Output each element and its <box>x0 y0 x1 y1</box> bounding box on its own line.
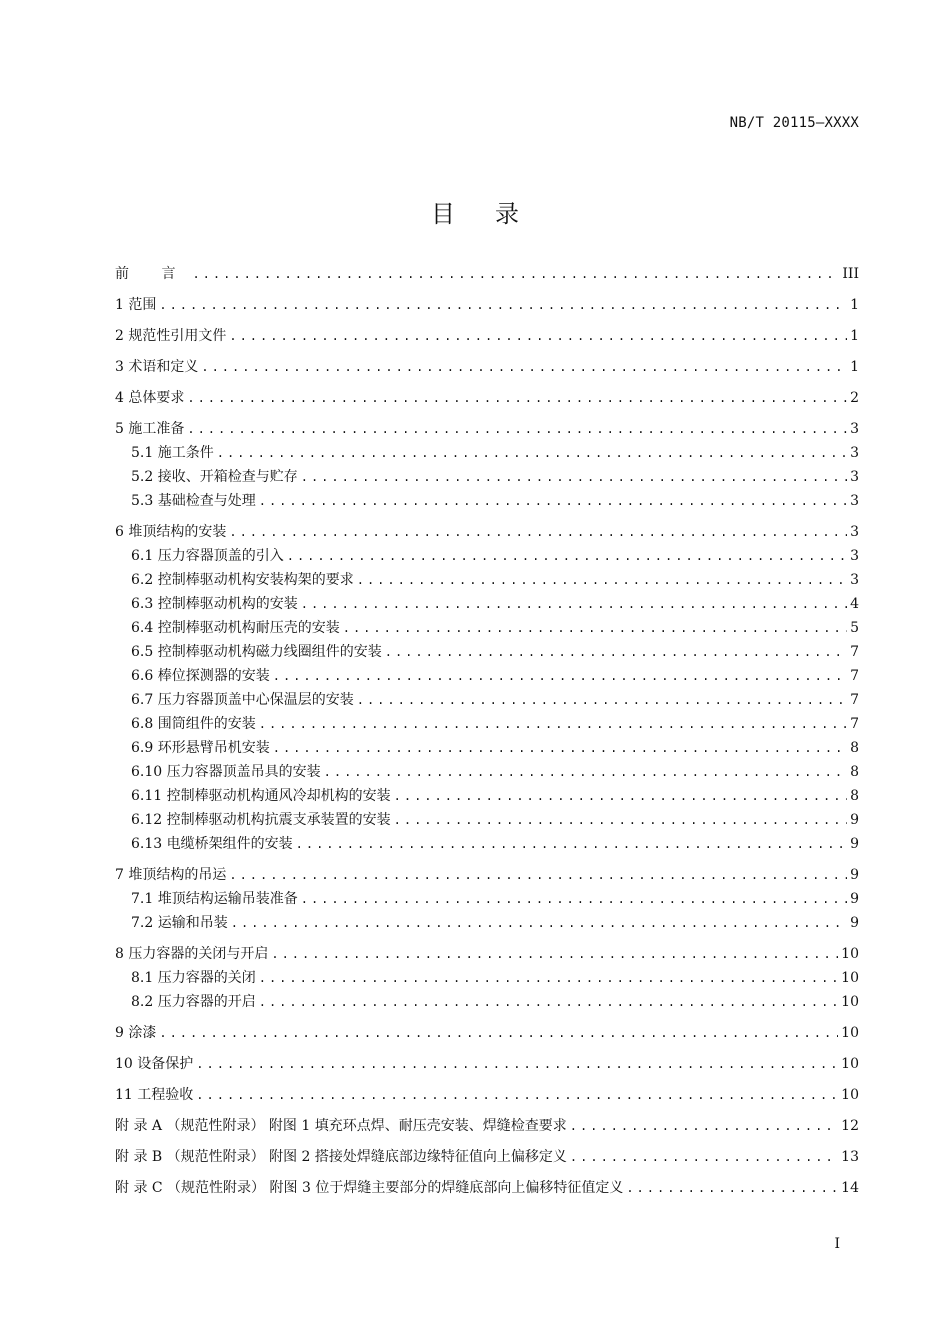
toc-entry-label: 6.13 电缆桥架组件的安装 <box>131 836 293 852</box>
toc-entry-page: 3 <box>850 469 859 485</box>
toc-entry[interactable] <box>115 489 859 513</box>
toc-entry[interactable] <box>115 664 859 688</box>
toc-leader-dots <box>301 887 847 911</box>
toc-entry-page: 12 <box>841 1118 859 1134</box>
toc-entry-label: 5.2 接收、开箱检查与贮存 <box>131 469 298 485</box>
toc-entry[interactable] <box>115 417 859 441</box>
toc-entry-label: 6.8 围筒组件的安装 <box>131 716 256 732</box>
toc-entry[interactable] <box>115 568 859 592</box>
toc-entry-page: 1 <box>850 297 859 313</box>
toc-entry-page: 9 <box>850 836 859 852</box>
toc-entry[interactable] <box>115 355 859 379</box>
toc-entry[interactable] <box>115 324 859 348</box>
toc-entry-label: 7.2 运输和吊装 <box>131 915 228 931</box>
toc-entry-label: 6.12 控制棒驱动机构抗震支承装置的安装 <box>131 812 391 828</box>
toc-entry[interactable] <box>115 1021 859 1045</box>
toc-entry[interactable] <box>115 293 859 317</box>
toc-entry[interactable] <box>115 592 859 616</box>
toc-entry[interactable] <box>115 1145 859 1169</box>
toc-entry-page: 3 <box>850 493 859 509</box>
toc-entry-page: 3 <box>850 524 859 540</box>
toc-leader-dots <box>287 544 847 568</box>
toc-entry-label: 7 堆顶结构的吊运 <box>115 867 227 883</box>
document-code: NB/T 20115—XXXX <box>729 115 859 131</box>
toc-leader-dots <box>273 736 847 760</box>
toc-entry[interactable] <box>115 520 859 544</box>
toc-entry-label: 6.3 控制棒驱动机构的安装 <box>131 596 298 612</box>
toc-entry[interactable] <box>115 887 859 911</box>
toc-entry[interactable] <box>115 544 859 568</box>
toc-entry-label: 10 设备保护 <box>115 1056 194 1072</box>
toc-leader-dots <box>259 712 847 736</box>
toc-entry[interactable] <box>115 942 859 966</box>
toc-entry[interactable] <box>115 640 859 664</box>
toc-entry-label: 1 范围 <box>115 297 157 313</box>
toc-entry[interactable] <box>115 808 859 832</box>
toc-entry-label: 9 涂漆 <box>115 1025 157 1041</box>
toc-entry[interactable] <box>115 863 859 887</box>
toc-entry-label: 5.3 基础检查与处理 <box>131 493 256 509</box>
toc-leader-dots <box>196 1052 838 1076</box>
toc-leader-dots <box>229 324 847 348</box>
toc-leader-dots <box>357 568 847 592</box>
toc-entry-label: 8.1 压力容器的关闭 <box>131 970 256 986</box>
toc-entry-label: 8.2 压力容器的开启 <box>131 994 256 1010</box>
toc-leader-dots <box>187 417 847 441</box>
toc-leader-dots <box>231 911 847 935</box>
toc-leader-dots <box>271 942 838 966</box>
toc-entry[interactable] <box>115 262 859 286</box>
toc-entry-page: 10 <box>841 970 859 986</box>
toc-entry[interactable] <box>115 736 859 760</box>
toc-entry-page: 10 <box>841 1056 859 1072</box>
toc-entry[interactable] <box>115 1083 859 1107</box>
toc-entry-page: 9 <box>850 915 859 931</box>
toc-leader-dots <box>196 1083 838 1107</box>
toc-entry-label: 6.10 压力容器顶盖吊具的安装 <box>131 764 321 780</box>
toc-leader-dots <box>187 386 847 410</box>
toc-entry-page: 9 <box>850 812 859 828</box>
toc-entry-page: 8 <box>850 764 859 780</box>
toc-leader-dots <box>229 520 847 544</box>
toc-entry-label: 6 堆顶结构的安装 <box>115 524 227 540</box>
toc-leader-dots <box>394 808 847 832</box>
toc-leader-dots <box>259 489 847 513</box>
toc-entry-label: 3 术语和定义 <box>115 359 199 375</box>
toc-leader-dots <box>229 863 847 887</box>
toc-leader-dots <box>357 688 847 712</box>
toc-entry[interactable] <box>115 832 859 856</box>
toc-entry-label: 6.1 压力容器顶盖的引入 <box>131 548 284 564</box>
toc-entry-page: 13 <box>841 1149 859 1165</box>
toc-entry-label: 前 言 <box>115 266 190 282</box>
toc-entry-label: 6.4 控制棒驱动机构耐压壳的安装 <box>131 620 340 636</box>
toc-entry[interactable] <box>115 760 859 784</box>
toc-leader-dots <box>343 616 847 640</box>
toc-entry-page: 14 <box>841 1180 859 1196</box>
toc-entry-label: 附 录 B （规范性附录） 附图 2 搭接处焊缝底部边缘特征值向上偏移定义 <box>115 1149 567 1165</box>
toc-leader-dots <box>570 1114 838 1138</box>
toc-entry-page: 10 <box>841 946 859 962</box>
toc-entry[interactable] <box>115 990 859 1014</box>
toc-entry-label: 11 工程验收 <box>115 1087 194 1103</box>
toc-entry-label: 6.7 压力容器顶盖中心保温层的安装 <box>131 692 354 708</box>
toc-entry-label: 6.5 控制棒驱动机构磁力线圈组件的安装 <box>131 644 382 660</box>
toc-entry-page: 9 <box>850 867 859 883</box>
toc-entry[interactable] <box>115 616 859 640</box>
toc-entry-page: 7 <box>850 716 859 732</box>
toc-entry-label: 6.9 环形悬臂吊机安装 <box>131 740 270 756</box>
toc-entry-page: 8 <box>850 788 859 804</box>
toc-entry-label: 5.1 施工条件 <box>131 445 214 461</box>
toc-entry[interactable] <box>115 1176 859 1200</box>
toc-entry-page: III <box>842 266 859 282</box>
toc-entry-page: 1 <box>850 328 859 344</box>
toc-entry[interactable] <box>115 911 859 935</box>
toc-entry[interactable] <box>115 465 859 489</box>
toc-leader-dots <box>159 293 847 317</box>
toc-entry-label: 4 总体要求 <box>115 390 185 406</box>
toc-leader-dots <box>626 1176 838 1200</box>
footer-page-number: I <box>834 1236 840 1252</box>
toc-entry-label: 附 录 C （规范性附录） 附图 3 位于焊缝主要部分的焊缝底部向上偏移特征值定义 <box>115 1180 624 1196</box>
toc-entry[interactable] <box>115 1114 859 1138</box>
toc-leader-dots <box>301 465 847 489</box>
toc-entry[interactable] <box>115 441 859 465</box>
toc-entry-label: 6.6 棒位探测器的安装 <box>131 668 270 684</box>
toc-leader-dots <box>394 784 847 808</box>
toc-entry-label: 附 录 A （规范性附录） 附图 1 填充环点焊、耐压壳安装、焊缝检查要求 <box>115 1118 567 1134</box>
toc-leader-dots <box>273 664 847 688</box>
toc-entry-page: 7 <box>850 692 859 708</box>
toc-entry[interactable] <box>115 784 859 808</box>
toc-entry-page: 7 <box>850 668 859 684</box>
toc-entry[interactable] <box>115 966 859 990</box>
toc-leader-dots <box>296 832 847 856</box>
toc-entry-page: 8 <box>850 740 859 756</box>
toc-entry-page: 5 <box>850 620 859 636</box>
toc-entry-page: 10 <box>841 1025 859 1041</box>
toc-entry-page: 3 <box>850 445 859 461</box>
toc-leader-dots <box>192 262 839 286</box>
toc-entry-label: 5 施工准备 <box>115 421 185 437</box>
toc-entry-page: 1 <box>850 359 859 375</box>
toc-leader-dots <box>385 640 847 664</box>
toc-entry-page: 10 <box>841 994 859 1010</box>
toc-leader-dots <box>259 966 838 990</box>
toc-entry[interactable] <box>115 688 859 712</box>
toc-entry-page: 2 <box>850 390 859 406</box>
page-title: 目录 <box>431 200 559 228</box>
toc-entry[interactable] <box>115 1052 859 1076</box>
toc-leader-dots <box>159 1021 838 1045</box>
toc-entry-label: 8 压力容器的关闭与开启 <box>115 946 269 962</box>
toc-leader-dots <box>570 1145 838 1169</box>
toc-leader-dots <box>201 355 847 379</box>
toc-entry-label: 7.1 堆顶结构运输吊装准备 <box>131 891 298 907</box>
toc-entry[interactable] <box>115 386 859 410</box>
toc-leader-dots <box>301 592 847 616</box>
toc-entry-label: 6.2 控制棒驱动机构安装构架的要求 <box>131 572 354 588</box>
toc-entry-page: 4 <box>850 596 859 612</box>
table-of-contents <box>115 262 859 1200</box>
toc-entry-page: 3 <box>850 548 859 564</box>
toc-entry-label: 2 规范性引用文件 <box>115 328 227 344</box>
toc-entry-page: 7 <box>850 644 859 660</box>
toc-entry-page: 10 <box>841 1087 859 1103</box>
toc-entry-label: 6.11 控制棒驱动机构通风冷却机构的安装 <box>131 788 391 804</box>
toc-leader-dots <box>217 441 847 465</box>
toc-entry[interactable] <box>115 712 859 736</box>
toc-leader-dots <box>324 760 847 784</box>
toc-entry-page: 3 <box>850 421 859 437</box>
toc-leader-dots <box>259 990 838 1014</box>
toc-entry-page: 9 <box>850 891 859 907</box>
toc-entry-page: 3 <box>850 572 859 588</box>
